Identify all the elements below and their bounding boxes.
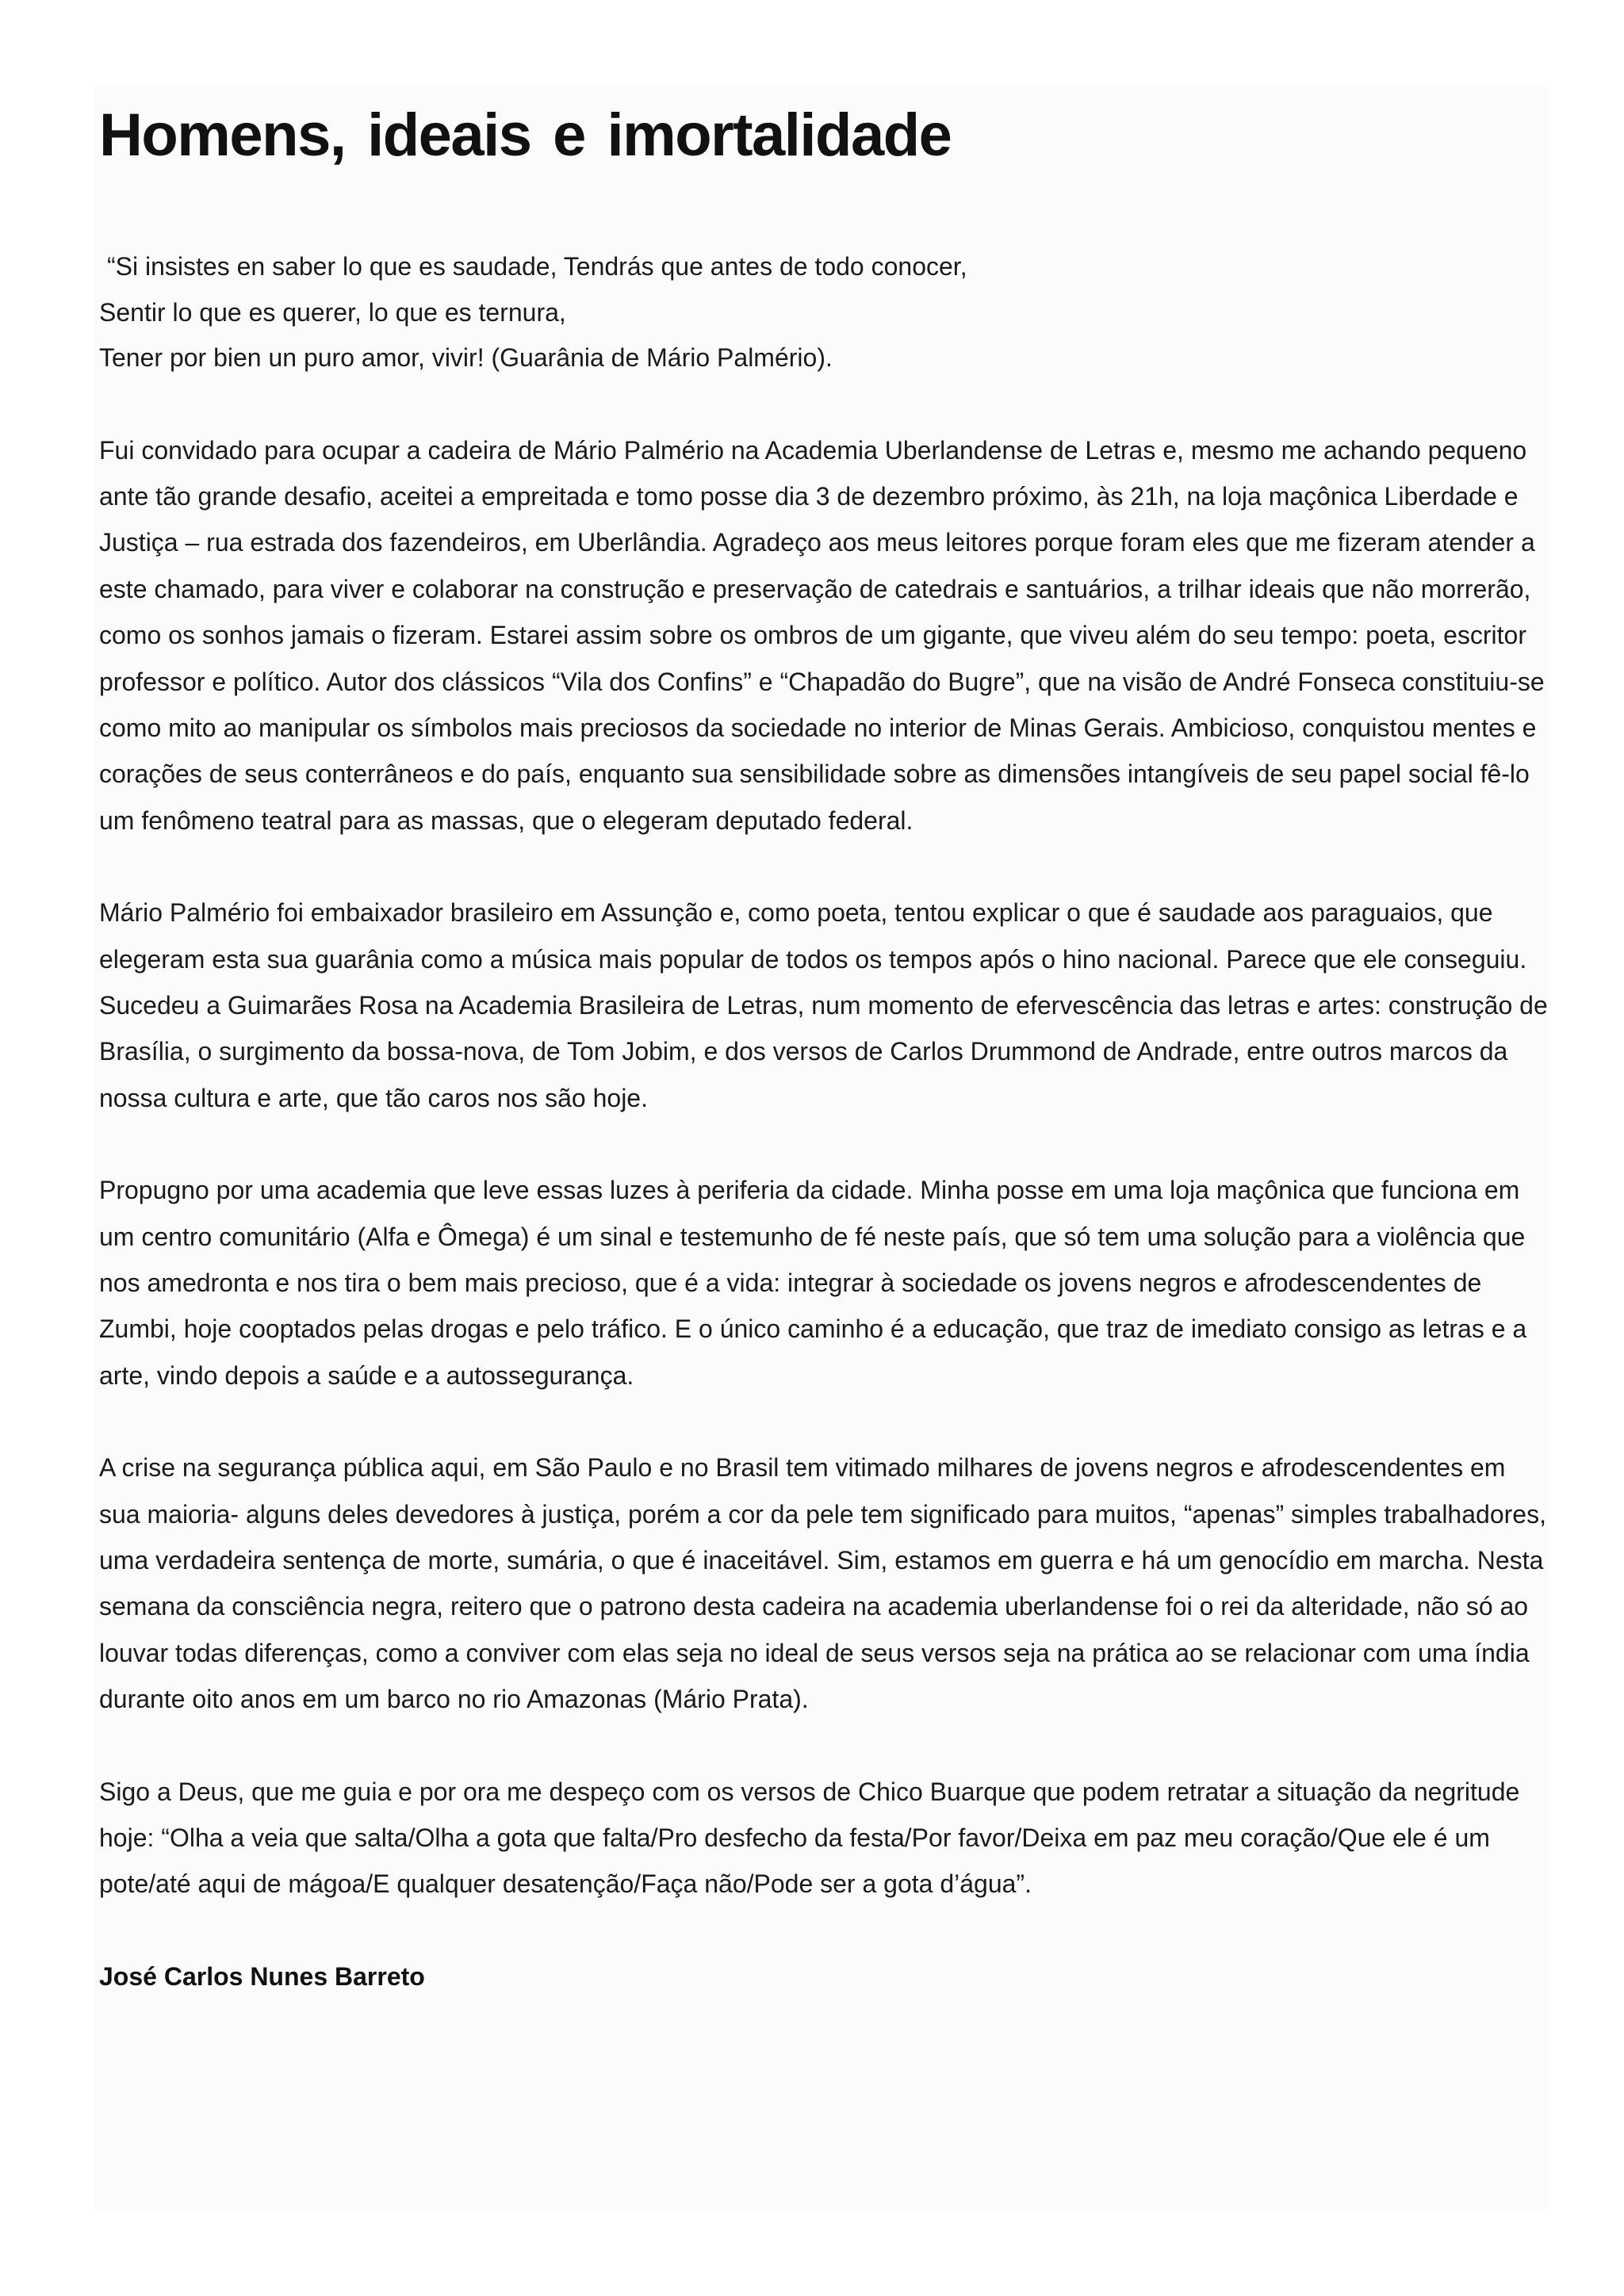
body-paragraph: Fui convidado para ocupar a cadeira de Mário Palmério na Academia Uberlandense de Letras e, mesmo me achando pequeno ante tão grande desafio, aceitei a empreitada e tomo posse dia 3 de dezembro próximo, às 21h, na loja maçônica Liberdade e Justiça – rua estrada dos fazendeiros, em Uberlândia. Agradeço aos meus leitores porque foram eles que me fizeram atender a este chamado, para viver e colaborar na construção e preservação de catedrais e santuários, a trilhar ideais que não morrerão, como os sonhos jamais o fizeram. Estarei assim sobre os ombros de um gigante, que viveu além do seu tempo: poeta, escritor professor e político. Autor dos clássicos “Vila dos Confins” e “Chapadão do Bugre”, que na visão de André Fonseca constituiu-se como mito ao manipular os símbolos mais preciosos da sociedade no interior de Minas Gerais. Ambicioso, conquistou mentes e corações de seus conterrâneos e do país, enquanto sua sensibilidade sobre as dimensões intangíveis de seu papel social fê-lo um fenômeno teatral para as massas, que o elegeram deputado federal. xyxy=(99,435,1545,835)
epigraph-line: Tener por bien un puro amor, vivir! (Guarânia de Mário Palmério). xyxy=(99,343,833,372)
epigraph-line: “Si insistes en saber lo que es saudade, Tendrás que antes de todo conocer, xyxy=(107,252,967,281)
author-signature: José Carlos Nunes Barreto xyxy=(99,1961,425,1991)
body-paragraph: Propugno por uma academia que leve essas luzes à periferia da cidade. Minha posse em uma loja maçônica que funciona em um centro comunitário (Alfa e Ômega) é um sinal e testemunho de fé neste país, que só tem uma solução para a violência que nos amedronta e nos tira o bem mais precioso, que é a vida: integrar à sociedade os jovens negros e afrodescendentes de Zumbi, hoje cooptados pelas drogas e pelo tráfico. E o único caminho é a educação, que traz de imediato consigo as letras e a arte, vindo depois a saúde e a autossegurança. xyxy=(99,1176,1527,1390)
body-paragraph: Mário Palmério foi embaixador brasileiro em Assunção e, como poeta, tentou explicar o que é saudade aos paraguaios, que elegeram esta sua guarânia como a música mais popular de todos os tempos após o hino nacional. Parece que ele conseguiu. Sucedeu a Guimarães Rosa na Academia Brasileira de Letras, num momento de efervescência das letras e artes: construção de Brasília, o surgimento da bossa-nova, de Tom Jobim, e dos versos de Carlos Drummond de Andrade, entre outros marcos da nossa cultura e arte, que tão caros nos são hoje. xyxy=(99,898,1548,1112)
epigraph-line: Sentir lo que es querer, lo que es ternura, xyxy=(99,297,566,327)
article xyxy=(99,101,1550,1999)
body-paragraph: Sigo a Deus, que me guia e por ora me despeço com os versos de Chico Buarque que podem retratar a situação da negritude hoje: “Olha a veia que salta/Olha a gota que falta/Pro desfecho da festa/Por favor/Deixa em paz meu coração/Que ele é um pote/até aqui de mágoa/E qualquer desatenção/Faça não/Pode ser a gota d’água”. xyxy=(99,1777,1520,1899)
epigraph-quote xyxy=(99,244,1550,381)
body-paragraph: A crise na segurança pública aqui, em São Paulo e no Brasil tem vitimado milhares de jovens negros e afrodescendentes em sua maioria- alguns deles devedores à justiça, porém a cor da pele tem significado para muitos, “apenas” simples trabalhadores, uma verdadeira sentença de morte, sumária, o que é inaceitável. Sim, estamos em guerra e há um genocídio em marcha. Nesta semana da consciência negra, reitero que o patrono desta cadeira na academia uberlandense foi o rei da alteridade, não só ao louvar todas diferenças, como a conviver com elas seja no ideal de seus versos seja na prática ao se relacionar com uma índia durante oito anos em um barco no rio Amazonas (Mário Prata). xyxy=(99,1453,1546,1714)
article-title: Homens, ideais e imortalidade xyxy=(99,101,952,169)
